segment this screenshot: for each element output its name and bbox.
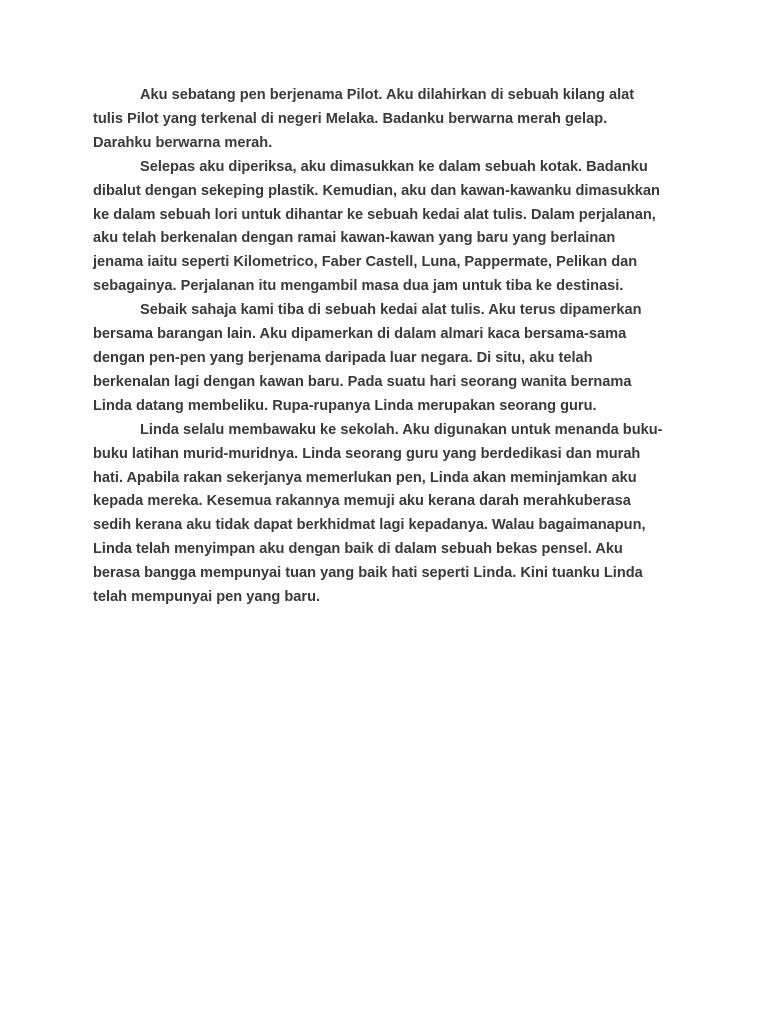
text-line: ke dalam sebuah lori untuk dihantar ke sebuah kedai alat tulis. Dalam perjalanan, xyxy=(93,206,656,223)
text-line: Linda telah menyimpan aku dengan baik di dalam sebuah bekas pensel. Aku xyxy=(93,541,623,558)
text-line: kepada mereka. Kesemua rakannya memuji aku kerana darah merahkuberasa xyxy=(93,493,631,510)
text-line: Linda datang membeliku. Rupa-rupanya Linda merupakan seorang guru. xyxy=(93,397,597,414)
text-line: jenama iaitu seperti Kilometrico, Faber Castell, Luna, Pappermate, Pelikan dan xyxy=(93,254,638,271)
text-line: hati. Apabila rakan sekerjanya memerlukan pen, Linda akan meminjamkan aku xyxy=(93,469,637,486)
document-body xyxy=(93,84,683,610)
paragraph-3 xyxy=(93,299,683,419)
text-line: sedih kerana aku tidak dapat berkhidmat lagi kepadanya. Walau bagaimanapun, xyxy=(93,517,646,534)
text-line: Linda selalu membawaku ke sekolah. Aku digunakan untuk menanda buku- xyxy=(140,421,663,438)
text-line: aku telah berkenalan dengan ramai kawan-kawan yang baru yang berlainan xyxy=(93,230,616,247)
text-line: telah mempunyai pen yang baru. xyxy=(93,589,321,606)
text-line: dibalut dengan sekeping plastik. Kemudian, aku dan kawan-kawanku dimasukkan xyxy=(93,182,660,199)
paragraph-2 xyxy=(93,156,683,299)
paragraph-1 xyxy=(93,84,683,156)
text-line: berasa bangga mempunyai tuan yang baik hati seperti Linda. Kini tuanku Linda xyxy=(93,565,643,582)
text-line: Darahku berwarna merah. xyxy=(93,134,273,151)
text-line: bersama barangan lain. Aku dipamerkan di dalam almari kaca bersama-sama xyxy=(93,326,627,343)
text-line: Aku sebatang pen berjenama Pilot. Aku dilahirkan di sebuah kilang alat xyxy=(140,87,635,103)
text-line: buku latihan murid-muridnya. Linda seorang guru yang berdedikasi dan murah xyxy=(93,445,641,462)
text-line: dengan pen-pen yang berjenama daripada luar negara. Di situ, aku telah xyxy=(93,349,593,366)
text-line: Sebaik sahaja kami tiba di sebuah kedai alat tulis. Aku terus dipamerkan xyxy=(140,302,642,319)
text-line: sebagainya. Perjalanan itu mengambil masa dua jam untuk tiba ke destinasi. xyxy=(93,278,624,295)
text-line: tulis Pilot yang terkenal di negeri Melaka. Badanku berwarna merah gelap. xyxy=(93,110,608,127)
text-line: Selepas aku diperiksa, aku dimasukkan ke dalam sebuah kotak. Badanku xyxy=(140,158,648,175)
text-line: berkenalan lagi dengan kawan baru. Pada suatu hari seorang wanita bernama xyxy=(93,373,632,390)
paragraph-4 xyxy=(93,419,683,610)
